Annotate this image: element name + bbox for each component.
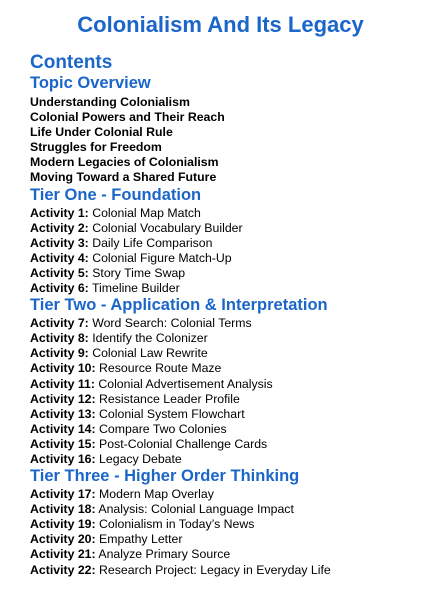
activity-title: Modern Map Overlay xyxy=(99,487,214,502)
section-heading: Tier One - Foundation xyxy=(30,185,202,204)
activity-item xyxy=(30,502,425,517)
activity-item xyxy=(30,563,425,578)
activity-number: Activity 6: xyxy=(30,281,89,296)
activity-title: Story Time Swap xyxy=(92,265,186,280)
activity-number: Activity 7: xyxy=(30,316,89,331)
activity-item xyxy=(30,221,425,236)
activity-title: Identify the Colonizer xyxy=(92,331,208,346)
activity-number: Activity 16: xyxy=(30,451,96,466)
section-tier-two xyxy=(30,296,425,467)
activity-item xyxy=(30,437,425,452)
section-heading: Topic Overview xyxy=(30,74,151,92)
activity-title: Analysis: Colonial Language Impact xyxy=(98,502,294,517)
activity-number: Activity 1: xyxy=(30,205,89,220)
activity-title: Post-Colonial Challenge Cards xyxy=(99,436,268,451)
activity-title: Colonial Map Match xyxy=(92,205,201,220)
activity-item xyxy=(30,532,425,547)
activity-item xyxy=(30,547,425,562)
activity-item xyxy=(30,206,425,221)
activity-number: Activity 19: xyxy=(30,517,96,532)
activity-number: Activity 8: xyxy=(30,331,89,346)
activity-number: Activity 4: xyxy=(30,250,89,265)
activity-title: Timeline Builder xyxy=(91,281,180,296)
activity-item xyxy=(30,251,425,266)
activity-number: Activity 9: xyxy=(30,346,89,361)
activity-number: Activity 14: xyxy=(30,421,96,436)
document-title: Colonialism And Its Legacy xyxy=(77,12,364,37)
activity-title: Colonial Advertisement Analysis xyxy=(98,376,273,391)
activity-item xyxy=(30,422,425,437)
activity-title: Resource Route Maze xyxy=(99,361,222,376)
activity-number: Activity 2: xyxy=(30,220,89,235)
activity-number: Activity 5: xyxy=(30,265,89,280)
overview-item: Moving Toward a Shared Future xyxy=(30,170,217,185)
section-tier-one xyxy=(30,186,425,297)
activity-number: Activity 22: xyxy=(30,562,96,577)
activity-number: Activity 11: xyxy=(30,376,95,391)
tier-two-activity-list xyxy=(30,316,425,467)
activity-item xyxy=(30,407,425,422)
activity-number: Activity 10: xyxy=(30,361,96,376)
activity-title: Colonial Law Rewrite xyxy=(92,346,208,361)
overview-item: Understanding Colonialism xyxy=(30,95,190,109)
activity-number: Activity 3: xyxy=(30,235,89,250)
activity-title: Legacy Debate xyxy=(99,451,182,466)
activity-number: Activity 17: xyxy=(30,487,96,502)
activity-title: Analyze Primary Source xyxy=(98,547,231,562)
activity-title: Word Search: Colonial Terms xyxy=(92,316,252,331)
activity-item xyxy=(30,377,425,392)
activity-item xyxy=(30,316,425,331)
activity-item xyxy=(30,517,425,532)
section-tier-three xyxy=(30,467,425,578)
tier-three-activity-list xyxy=(30,487,425,578)
overview-item: Modern Legacies of Colonialism xyxy=(30,155,219,170)
activity-item xyxy=(30,331,425,346)
overview-item: Life Under Colonial Rule xyxy=(30,125,173,140)
activity-title: Empathy Letter xyxy=(99,532,183,547)
section-heading: Tier Three - Higher Order Thinking xyxy=(30,467,300,486)
overview-item: Colonial Powers and Their Reach xyxy=(30,110,225,125)
activity-number: Activity 20: xyxy=(30,532,96,547)
activity-title: Colonialism in Today’s News xyxy=(99,517,255,532)
activity-item xyxy=(30,346,425,361)
overview-item: Struggles for Freedom xyxy=(30,140,162,155)
activity-item xyxy=(30,266,425,281)
contents-heading: Contents xyxy=(30,52,113,73)
activity-title: Colonial Vocabulary Builder xyxy=(92,220,243,235)
activity-number: Activity 18: xyxy=(30,502,96,517)
activity-number: Activity 13: xyxy=(30,406,96,421)
activity-title: Colonial System Flowchart xyxy=(99,406,245,421)
topic-overview-list xyxy=(30,95,425,186)
activity-title: Compare Two Colonies xyxy=(99,421,227,436)
activity-title: Daily Life Comparison xyxy=(92,235,213,250)
activity-item xyxy=(30,236,425,251)
activity-item xyxy=(30,392,425,407)
tier-one-activity-list xyxy=(30,206,425,297)
activity-item xyxy=(30,281,425,296)
activity-title: Colonial Figure Match-Up xyxy=(92,250,232,265)
section-heading: Tier Two - Application & Interpretation xyxy=(30,296,328,315)
activity-title: Resistance Leader Profile xyxy=(99,391,240,406)
activity-item xyxy=(30,452,425,467)
activity-number: Activity 12: xyxy=(30,391,96,406)
activity-number: Activity 15: xyxy=(30,436,96,451)
activity-item xyxy=(30,487,425,502)
activity-item xyxy=(30,361,425,376)
section-topic-overview xyxy=(30,74,425,186)
activity-title: Research Project: Legacy in Everyday Life xyxy=(99,562,331,577)
activity-number: Activity 21: xyxy=(30,547,96,562)
